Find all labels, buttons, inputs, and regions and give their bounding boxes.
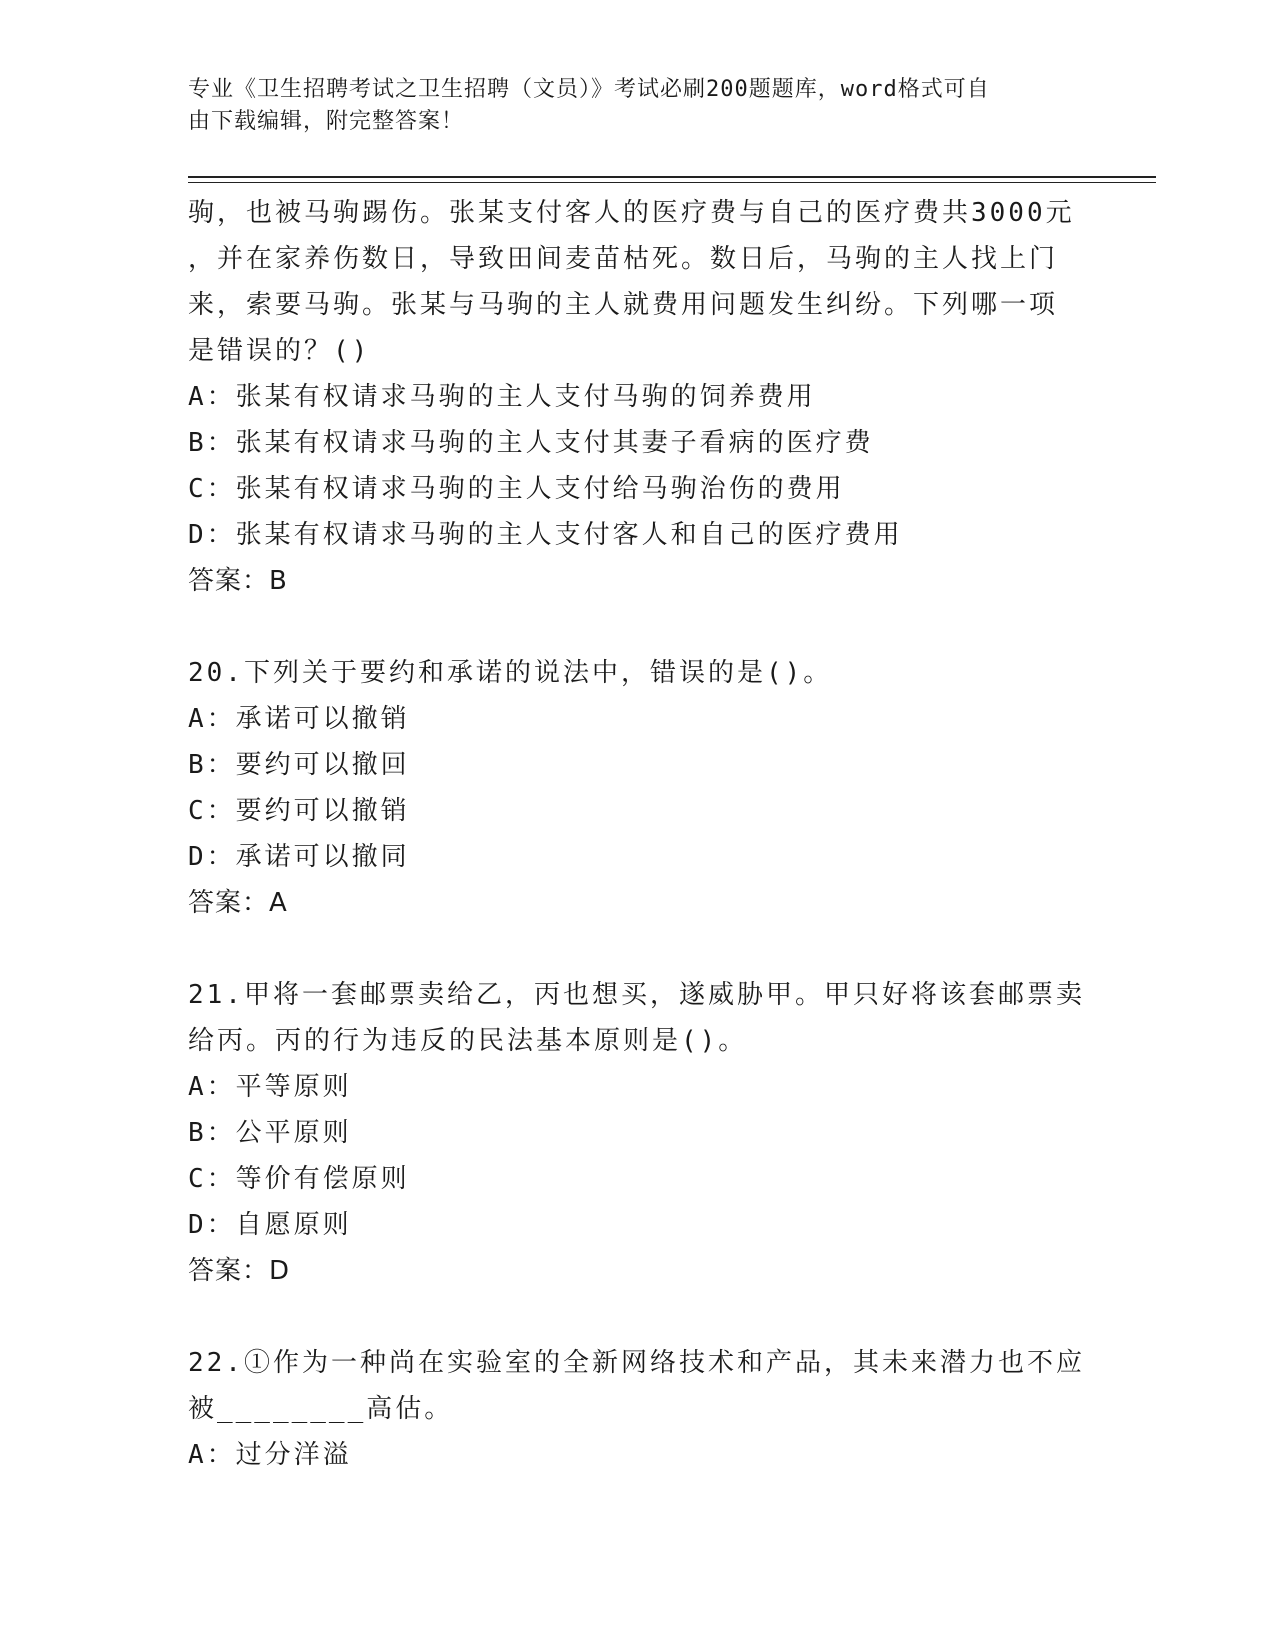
option-c: C：等价有偿原则 — [188, 1164, 410, 1194]
question-21 — [188, 972, 1088, 1294]
question-stem-line: 21.甲将一套邮票卖给乙，丙也想买，遂威胁甲。甲只好将该套邮票卖 — [188, 980, 1085, 1010]
question-stem-line: 20.下列关于要约和承诺的说法中，错误的是()。 — [188, 658, 833, 688]
header-line-2: 由下载编辑，附完整答案！ — [188, 109, 465, 134]
option-a: A：过分洋溢 — [188, 1440, 352, 1470]
question-19 — [188, 190, 1088, 604]
question-stem-line: 驹，也被马驹踢伤。张某支付客人的医疗费与自己的医疗费共3000元 — [188, 198, 1075, 228]
question-20 — [188, 650, 1088, 926]
option-d: D：张某有权请求马驹的主人支付客人和自己的医疗费用 — [188, 520, 903, 550]
option-b: B：要约可以撤回 — [188, 750, 410, 780]
question-stem-line: 来，索要马驹。张某与马驹的主人就费用问题发生纠纷。下列哪一项 — [188, 290, 1059, 320]
question-stem-line: 被________高估。 — [188, 1394, 454, 1424]
spacer — [188, 604, 1088, 650]
header-line-1: 专业《卫生招聘考试之卫生招聘（文员）》考试必刷200题题库，word格式可自 — [188, 77, 990, 102]
answer-line: 答案：B — [188, 566, 288, 596]
option-d: D：自愿原则 — [188, 1210, 352, 1240]
question-stem-line: 给丙。丙的行为违反的民法基本原则是()。 — [188, 1026, 748, 1056]
question-stem-line: 是错误的？() — [188, 336, 371, 366]
document-header — [188, 74, 1068, 138]
answer-line: 答案：D — [188, 1256, 291, 1286]
spacer — [188, 926, 1088, 972]
option-b: B：公平原则 — [188, 1118, 352, 1148]
header-divider-thin — [188, 182, 1156, 183]
option-c: C：张某有权请求马驹的主人支付给马驹治伤的费用 — [188, 474, 845, 504]
option-a: A：张某有权请求马驹的主人支付马驹的饲养费用 — [188, 382, 816, 412]
option-a: A：承诺可以撤销 — [188, 704, 410, 734]
question-stem-line: ，并在家养伤数日，导致田间麦苗枯死。数日后，马驹的主人找上门 — [188, 244, 1059, 274]
spacer — [188, 1294, 1088, 1340]
answer-line: 答案：A — [188, 888, 288, 918]
header-divider-thick — [188, 176, 1156, 178]
document-body — [188, 190, 1088, 1478]
option-a: A：平等原则 — [188, 1072, 352, 1102]
option-b: B：张某有权请求马驹的主人支付其妻子看病的医疗费 — [188, 428, 874, 458]
option-c: C：要约可以撤销 — [188, 796, 410, 826]
question-22 — [188, 1340, 1088, 1478]
question-stem-line: 22.①作为一种尚在实验室的全新网络技术和产品，其未来潜力也不应 — [188, 1348, 1085, 1378]
option-d: D：承诺可以撤同 — [188, 842, 410, 872]
